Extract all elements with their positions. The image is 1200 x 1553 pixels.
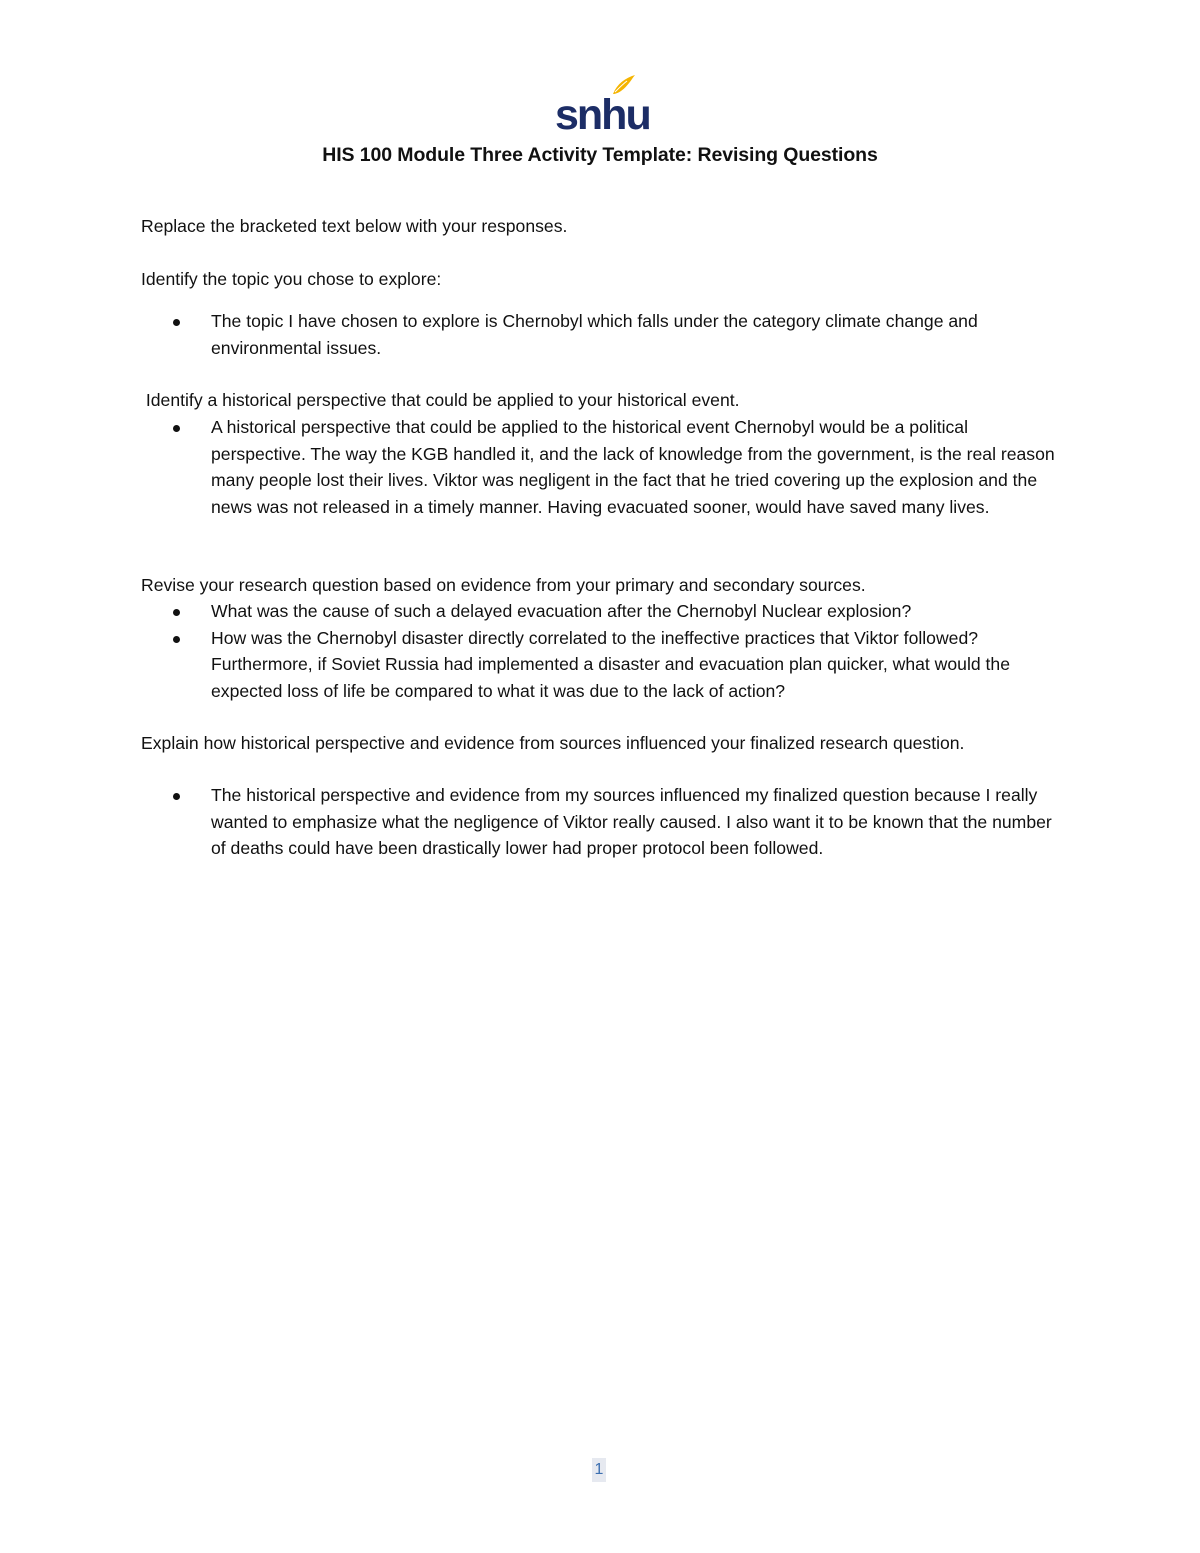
section-3-list <box>141 598 1066 704</box>
section-2-prompt: Identify a historical perspective that could be applied to your historical event. <box>141 390 740 410</box>
section-3-prompt: Revise your research question based on evidence from your primary and secondary sources. <box>141 575 866 595</box>
list-item <box>141 598 1066 625</box>
bullet-icon <box>173 636 180 643</box>
list-item-text: How was the Chernobyl disaster directly correlated to the ineffective practices that Viktor followed? Furthermore, if Soviet Russia had implemented a disaster and evacuation plan quicker, what would the expected loss of life be compared to what it was due to the lack of action? <box>211 627 1010 701</box>
bullet-icon <box>173 793 180 800</box>
page-number: 1 <box>592 1458 606 1482</box>
list-item-text: A historical perspective that could be applied to the historical event Chernobyl would be a political perspective. The way the KGB handled it, and the lack of knowledge from the government, is the real reason many people lost their lives. Viktor was negligent in the fact that he tried covering up the explosion and the news was not released in a timely manner. Having evacuated sooner, would have saved many lives. <box>211 417 1055 517</box>
snhu-logo <box>555 74 650 139</box>
list-item-text: The historical perspective and evidence from my sources influenced my finalized question because I really wanted to emphasize what the negligence of Viktor really caused. I also want it to be known that the number of deaths could have been drastically lower had proper protocol been followed. <box>211 785 1052 858</box>
logo-wordmark: snhu <box>555 91 650 139</box>
section-4-list <box>141 782 1066 862</box>
section-1-prompt: Identify the topic you chose to explore: <box>141 269 442 289</box>
list-item <box>141 782 1066 862</box>
bullet-icon <box>173 609 180 616</box>
section-4-prompt: Explain how historical perspective and evidence from sources influenced your finalized research question. <box>141 733 965 753</box>
section-1-list <box>141 308 1066 361</box>
list-item-text: The topic I have chosen to explore is Chernobyl which falls under the category climate change and environmental issues. <box>211 311 978 358</box>
list-item-text: What was the cause of such a delayed evacuation after the Chernobyl Nuclear explosion? <box>211 601 912 621</box>
list-item <box>141 625 1066 705</box>
list-item <box>141 414 1066 520</box>
section-2-list <box>141 414 1066 520</box>
snhu-logo-graphic <box>555 74 650 139</box>
intro-text: Replace the bracketed text below with your responses. <box>141 216 568 236</box>
list-item <box>141 308 1066 361</box>
bullet-icon <box>173 319 180 326</box>
bullet-icon <box>173 425 180 432</box>
document-title: HIS 100 Module Three Activity Template: Revising Questions <box>322 144 878 166</box>
